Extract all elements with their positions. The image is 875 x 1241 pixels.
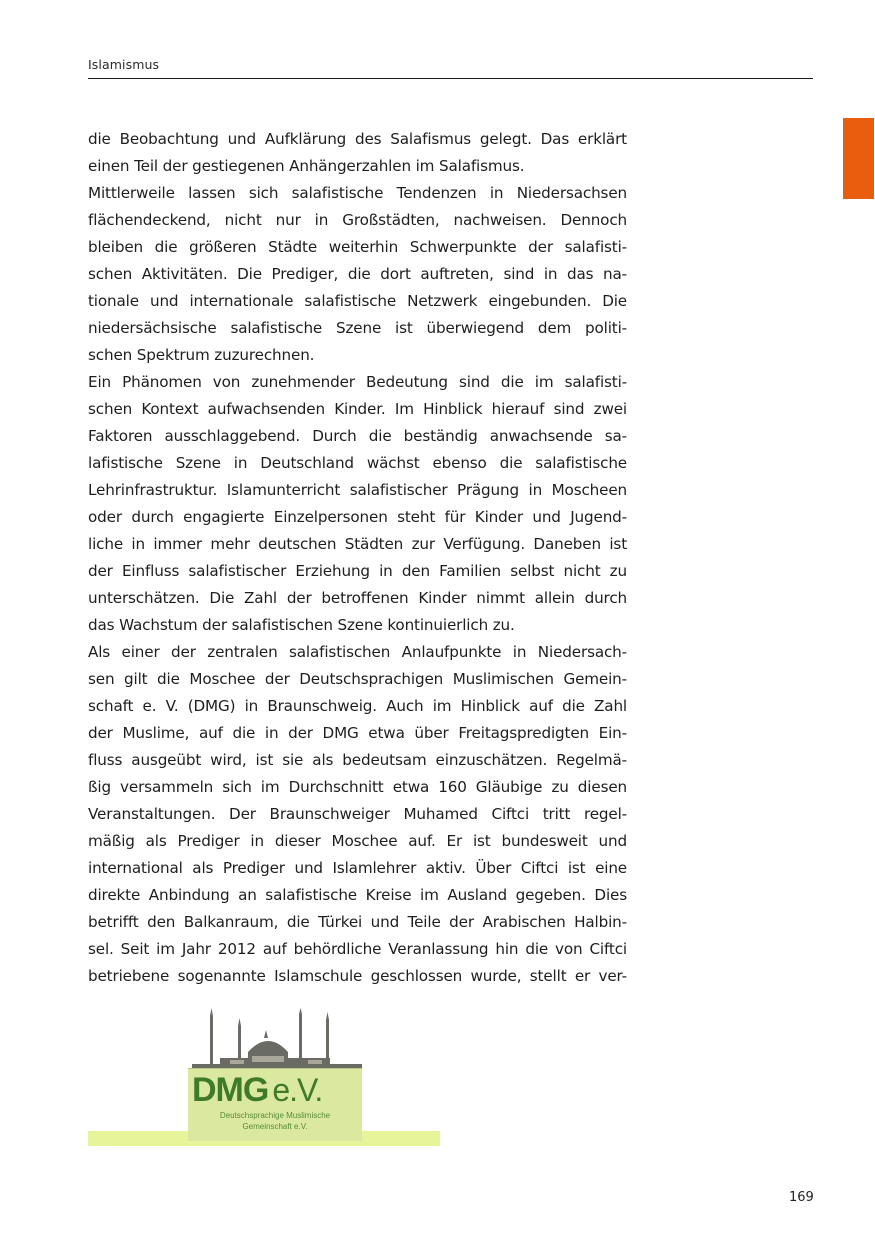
text-line: Lehrinfrastruktur. Islamunterricht salafistischer Prägung in Moscheen xyxy=(88,481,627,499)
text-line: betriebene sogenannte Islamschule geschlossen wurde, stellt er ver- xyxy=(88,967,627,985)
text-line: Faktoren ausschlaggebend. Durch die beständig anwachsende sa- xyxy=(88,427,627,445)
text-line: sel. Seit im Jahr 2012 auf behördliche Veranlassung hin die von Ciftci xyxy=(88,940,627,958)
text-line: einen Teil der gestiegenen Anhängerzahlen im Salafismus. xyxy=(88,157,525,175)
text-line: mäßig als Prediger in dieser Moschee auf. Er ist bundesweit und xyxy=(88,832,627,850)
text-line: betrifft den Balkanraum, die Türkei und Teile der Arabischen Halbin- xyxy=(88,913,627,931)
text-line: tionale und internationale salafistische Netzwerk eingebunden. Die xyxy=(88,292,627,310)
text-line: das Wachstum der salafistischen Szene kontinuierlich zu. xyxy=(88,616,515,634)
text-line: unterschätzen. Die Zahl der betroffenen Kinder nimmt allein durch xyxy=(88,589,627,607)
text-line: Ein Phänomen von zunehmender Bedeutung sind die im salafisti- xyxy=(88,373,627,391)
text-line: oder durch engagierte Einzelpersonen steht für Kinder und Jugend- xyxy=(88,508,627,526)
text-line: niedersächsische salafistische Szene ist überwiegend dem politi- xyxy=(88,319,627,337)
chapter-tab-marker xyxy=(843,118,874,199)
text-line: sen gilt die Moschee der Deutschsprachigen Muslimischen Gemein- xyxy=(88,670,627,688)
text-line: international als Prediger und Islamlehrer aktiv. Über Ciftci ist eine xyxy=(88,859,627,877)
page-number: 169 xyxy=(789,1190,814,1205)
text-line: schen Aktivitäten. Die Prediger, die dort auftreten, sind in das na- xyxy=(88,265,627,283)
logo-subtitle-line-2: Gemeinschaft e.V. xyxy=(242,1122,308,1131)
text-line: direkte Anbindung an salafistische Kreise im Ausland gegeben. Dies xyxy=(88,886,627,904)
text-line: Veranstaltungen. Der Braunschweiger Muhamed Ciftci tritt regel- xyxy=(88,805,627,823)
text-line: bleiben die größeren Städte weiterhin Schwerpunkte der salafisti- xyxy=(88,238,627,256)
logo-subtitle-line-1: Deutschsprachige Muslimische xyxy=(219,1111,331,1120)
text-line: liche in immer mehr deutschen Städten zur Verfügung. Daneben ist xyxy=(88,535,627,553)
text-line: der Einfluss salafistischer Erziehung in den Familien selbst nicht zu xyxy=(88,562,627,580)
text-line: flächendeckend, nicht nur in Großstädten, nachweisen. Dennoch xyxy=(88,211,627,229)
running-head: Islamismus xyxy=(88,57,160,72)
logo-title xyxy=(192,1071,322,1110)
text-line: schaft e. V. (DMG) in Braunschweig. Auch im Hinblick auf die Zahl xyxy=(88,697,627,715)
text-line: schen Spektrum zuzurechnen. xyxy=(88,346,315,364)
logo-title-suffix: e.V. xyxy=(272,1072,323,1108)
text-line: die Beobachtung und Aufklärung des Salafismus gelegt. Das erklärt xyxy=(88,130,627,148)
text-line: Als einer der zentralen salafistischen Anlaufpunkte in Niedersach- xyxy=(88,643,627,661)
text-line: lafistische Szene in Deutschland wächst ebenso die salafistische xyxy=(88,454,627,472)
text-line: Mittlerweile lassen sich salafistische Tendenzen in Niedersachsen xyxy=(88,184,627,202)
text-line: fluss ausgeübt wird, ist sie als bedeutsam einzuschätzen. Regelmä- xyxy=(88,751,627,769)
dmg-logo-figure xyxy=(88,1008,440,1148)
mosque-skyline-icon xyxy=(190,1008,366,1070)
text-line: der Muslime, auf die in der DMG etwa über Freitagspredigten Ein- xyxy=(88,724,627,742)
text-line: schen Kontext aufwachsenden Kinder. Im Hinblick hierauf sind zwei xyxy=(88,400,627,418)
logo-title-main: DMG xyxy=(192,1071,269,1109)
body-text xyxy=(88,126,627,990)
text-line: ßig versammeln sich im Durchschnitt etwa 160 Gläubige zu diesen xyxy=(88,778,627,796)
logo-panel xyxy=(188,1068,362,1141)
header-rule xyxy=(88,78,813,79)
